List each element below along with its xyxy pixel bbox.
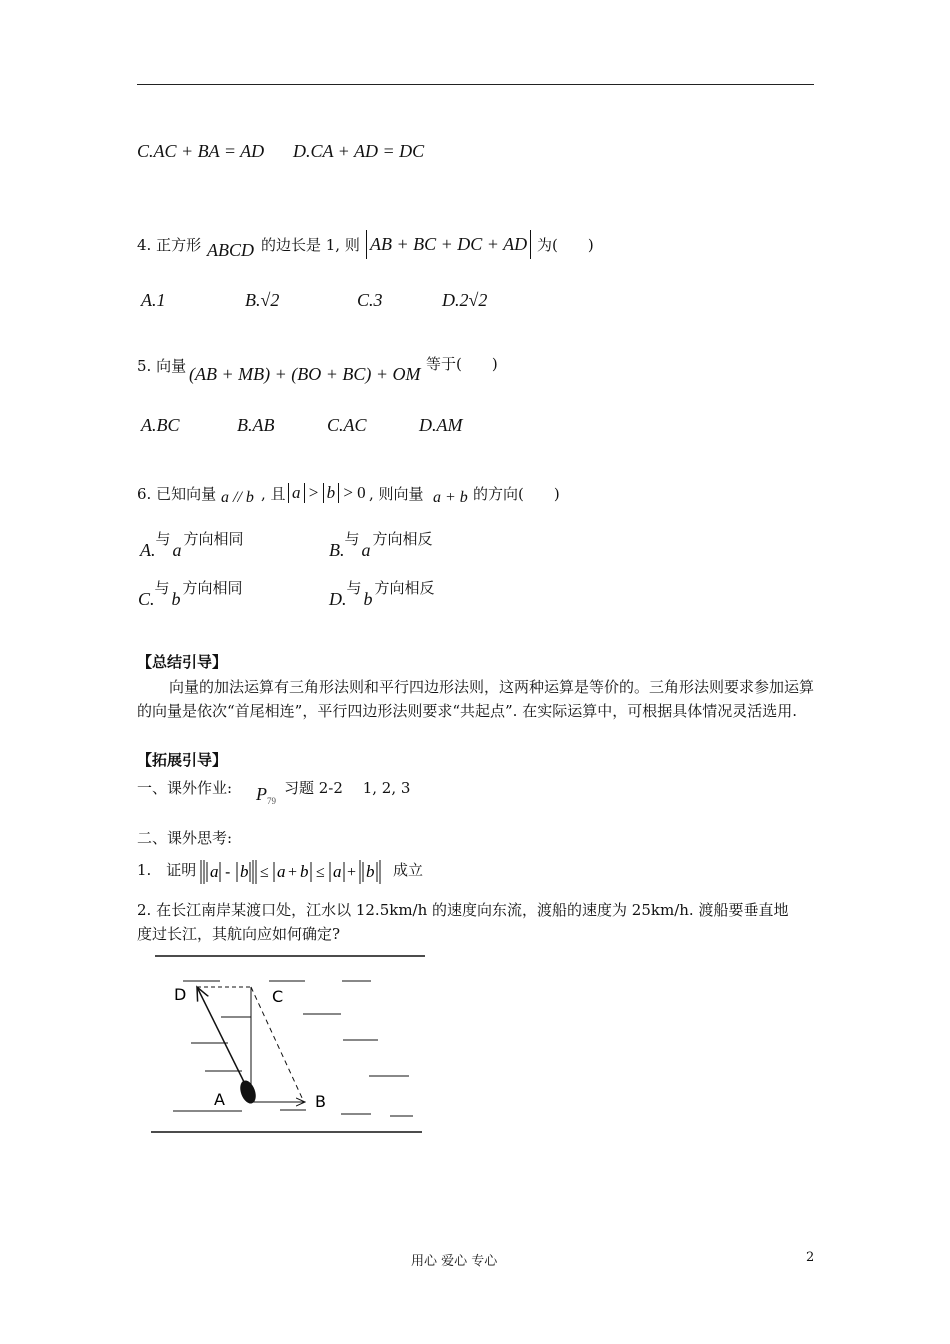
q4-expression: AB + BC + DC + AD — [366, 230, 531, 259]
q5-tail: 等于( ) — [426, 355, 498, 373]
q5-expression: (AB + MB) + (BO + BC) + OM — [189, 364, 421, 384]
label-d: D — [174, 985, 187, 1004]
thinking-item1-prefix: 1. 证明 — [137, 861, 197, 879]
q5-option-c: C.AC — [327, 415, 367, 435]
q6-number: 6. 已知向量 — [137, 485, 217, 503]
footer-motto: 用心 爱心 专心 — [411, 1254, 498, 1269]
q6-parallel: a // b — [221, 489, 254, 506]
q3-option-d: D.CA + AD = DC — [293, 141, 425, 161]
homework-exercises: 习题 2-2 1, 2, 3 — [284, 779, 411, 797]
thinking-item1-inequality — [199, 858, 393, 890]
q6-mid: , 则向量 — [369, 485, 424, 503]
label-b: B — [315, 1092, 326, 1111]
q6-sum: a + b — [433, 489, 468, 506]
svg-text:a: a — [277, 862, 286, 881]
q5-option-a: A.BC — [141, 415, 180, 435]
q6-option-d: D.与b方向相反 — [329, 579, 435, 609]
svg-text:≤: ≤ — [316, 864, 325, 881]
q4-number: 4. 正方形 — [137, 236, 202, 254]
thinking-item2-line2: 度过长江，其航向应如何确定? — [137, 925, 341, 943]
svg-text:+: + — [347, 864, 357, 881]
q6-sep: , 且 — [261, 485, 286, 503]
summary-heading: 【总结引导】 — [137, 653, 228, 671]
svg-text:a: a — [210, 862, 219, 881]
q4-option-b: B.√2 — [245, 290, 280, 310]
water-ripples — [173, 981, 413, 1116]
q6-option-a: A.与a方向相同 — [140, 530, 244, 560]
header-rule — [137, 84, 814, 85]
extension-heading: 【拓展引导】 — [137, 751, 228, 769]
q6-tail: 的方向( ) — [473, 485, 560, 503]
q6-inequality: a > b > 0 — [288, 483, 366, 503]
page-number: 2 — [806, 1250, 815, 1265]
label-a: A — [214, 1090, 225, 1109]
q5-option-b: B.AB — [237, 415, 275, 435]
q4-option-c: C.3 — [357, 290, 383, 310]
q6-option-c: C.与b方向相同 — [138, 579, 243, 609]
q4-tail: 为( ) — [537, 236, 594, 254]
q4-mid: 的边长是 1, 则 — [261, 236, 360, 254]
q5-option-d: D.AM — [419, 415, 463, 435]
inequality-graphic — [199, 858, 393, 886]
svg-text:a: a — [333, 862, 342, 881]
thinking-item2-line1: 2. 在长江南岸某渡口处，江水以 12.5km/h 的速度向东流，渡船的速度为 25km/h. 渡船要垂直地 — [137, 901, 789, 919]
q5-number: 5. 向量 — [137, 357, 187, 375]
homework-label: 一、课外作业: — [137, 779, 233, 797]
river-crossing-diagram — [145, 950, 435, 1140]
svg-text:b: b — [240, 862, 249, 881]
svg-text:≤: ≤ — [260, 864, 269, 881]
q6-option-b: B.与a方向相反 — [329, 530, 433, 560]
svg-text:+: + — [288, 864, 298, 881]
q4-shape: ABCD — [207, 240, 254, 260]
thinking-label: 二、课外思考: — [137, 829, 233, 847]
svg-text:b: b — [366, 862, 375, 881]
summary-paragraph: 向量的加法运算有三角形法则和平行四边形法则，这两种运算是等价的。三角形法则要求参加运算的向量是依次“首尾相连”，平行四边形法则要求“共起点”. 在实际运算中，可根据具体情况灵活选用. — [137, 678, 815, 720]
svg-text:b: b — [300, 862, 309, 881]
q3-option-c: C.AC + BA = AD — [137, 141, 265, 161]
q4-option-a: A.1 — [141, 290, 166, 310]
svg-text:-: - — [225, 863, 231, 881]
homework-page: $P_{79}$ — [256, 784, 276, 807]
q4-option-d: D.2√2 — [442, 290, 488, 310]
thinking-item1-suffix: 成立 — [393, 861, 424, 879]
label-c: C — [272, 987, 284, 1006]
